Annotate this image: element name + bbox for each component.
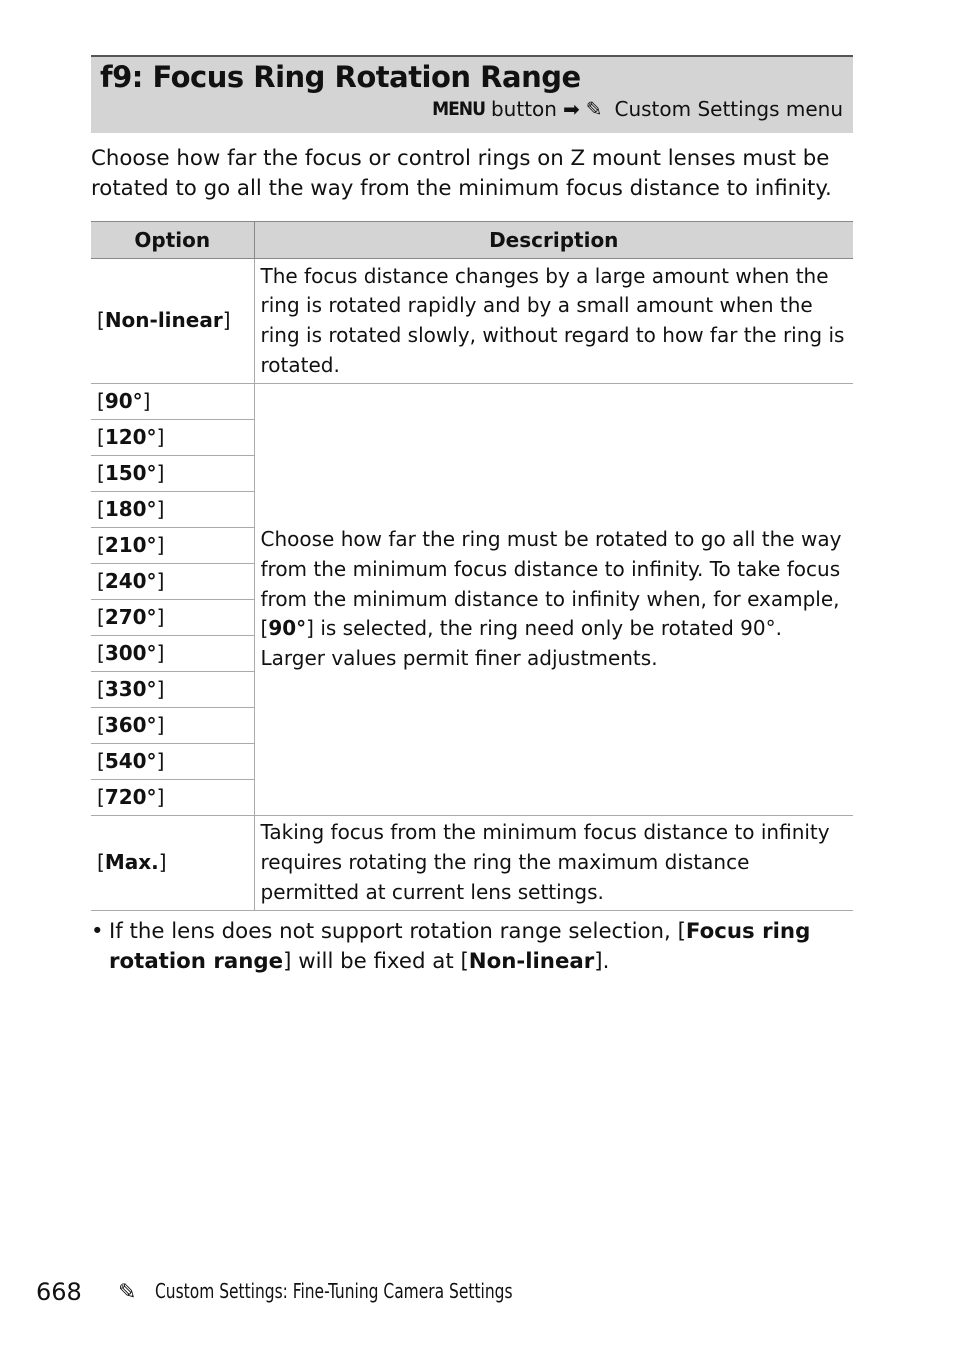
note-text [109,917,853,977]
option-cell: [Non-linear] [91,259,254,384]
option-cell: [210°] [91,528,254,564]
option-label: 330° [104,676,157,701]
option-cell: [150°] [91,456,254,492]
option-label: 120° [104,424,157,449]
options-table [91,221,853,911]
option-label: 150° [104,460,157,485]
table-row [91,816,853,911]
option-label: 90° [104,388,143,413]
option-label: 540° [104,748,157,773]
option-cell: [240°] [91,564,254,600]
page-title: f9: Focus Ring Rotation Range [100,60,581,94]
description-text-part: ] is selected, the ring need only be rotated 90°. Larger values permit finer adjustments. [260,616,782,671]
note-bold-setting: Focus ring rotation range [109,919,811,974]
footer-section-title: Custom Settings: Fine-Tuning Camera Settings [155,1279,513,1303]
note-text-part: ]. [594,949,610,974]
table-row [91,384,853,420]
option-label: 180° [104,496,157,521]
description-bold-value: 90° [268,616,307,641]
option-cell: [360°] [91,708,254,744]
option-cell: [Max.] [91,816,254,911]
menu-button-icon: MENU [432,98,485,120]
column-header-option: Option [91,222,254,259]
note-text-part: If the lens does not support rotation range selection, [ [109,919,686,944]
section-header [91,55,853,133]
note [91,917,853,977]
table-row [91,259,853,384]
option-label-max: Max. [104,850,159,875]
option-label: 720° [104,784,157,809]
intro-paragraph: Choose how far the focus or control rings on Z mount lenses must be rotated to go all the way from the minimum focus distance to infinity. [91,146,832,201]
pencil-icon: ✎ [585,97,603,121]
description-cell: The focus distance changes by a large amount when the ring is rotated rapidly and by a small amount when the ring is rotated slowly, without regard to how far the ring is rotated. [254,259,853,384]
menu-name: Custom Settings menu [614,97,843,121]
option-label: 210° [104,532,157,557]
option-cell: [720°] [91,780,254,816]
table-header-row [91,222,853,259]
option-label: 300° [104,640,157,665]
arrow-right-icon: ➡ [562,97,580,121]
note-bold-value: Non-linear [468,949,595,974]
option-label-nonlinear: Non-linear [104,308,223,333]
option-cell: [270°] [91,600,254,636]
column-header-description: Description [254,222,853,259]
option-label: 270° [104,604,157,629]
option-label: 360° [104,712,157,737]
option-cell: [300°] [91,636,254,672]
option-cell: [180°] [91,492,254,528]
option-cell: [330°] [91,672,254,708]
note-text-part: ] will be fixed at [ [283,949,469,974]
menu-breadcrumb [432,97,843,121]
option-cell: [90°] [91,384,254,420]
option-label: 240° [104,568,157,593]
description-cell [254,384,853,816]
option-cell: [540°] [91,744,254,780]
option-cell: [120°] [91,420,254,456]
description-text-part: Choose how far the ring must be rotated to go all the way from the minimum focus distance to infinity. To take focus from the minimum distance to infinity when, for example, [ [260,527,842,641]
pencil-icon: ✎ [118,1280,137,1305]
bullet: • [91,919,104,944]
description-cell: Taking focus from the minimum focus distance to infinity requires rotating the ring the maximum distance permitted at current lens settings. [254,816,853,911]
page-number: 668 [36,1278,82,1306]
button-label: button [490,97,557,121]
